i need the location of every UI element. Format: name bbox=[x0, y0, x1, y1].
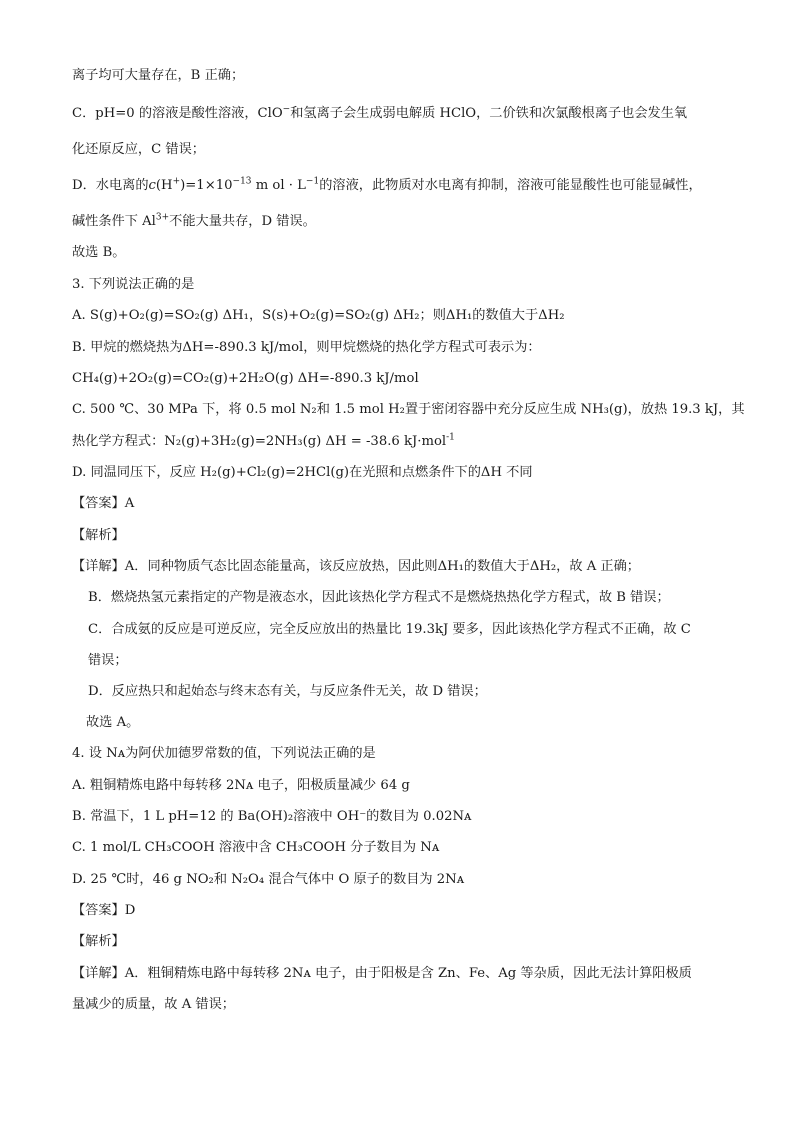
q3-option-c-line1: C. 500 ℃、30 MPa 下，将 0.5 mol N₂和 1.5 mol H₂置于密闭容器中充分反应生成 NH₃(g)，放热 19.3 kJ，其 bbox=[72, 402, 745, 417]
q4-option-d: D. 25 ℃时，46 g NO₂和 N₂O₄ 混合气体中 O 原子的数目为 2Nᴀ bbox=[72, 872, 465, 887]
q3-option-d: D. 同温同压下，反应 H₂(g)+Cl₂(g)=2HCl(g)在光照和点燃条件下的ΔH 不同 bbox=[72, 465, 533, 480]
q2-option-d-line1: D．水电离的$c(H^+)=1\times 10^{-13}$ m ol · $L^{-1}$的溶液，此物质对水电离有抑制，溶液可能显酸性也可能显碱性， bbox=[72, 176, 702, 193]
q2-choose: 故选 B。 bbox=[72, 245, 126, 260]
q3-option-a: A. S(g)+O₂(g)=SO₂(g) ΔH₁，S(s)+O₂(g)=SO₂(g) ΔH₂；则ΔH₁的数值大于ΔH₂ bbox=[72, 308, 565, 323]
q4-option-a: A. 粗铜精炼电路中每转移 2Nᴀ 电子，阳极质量减少 64 g bbox=[72, 778, 410, 793]
q4-answer: 【答案】D bbox=[72, 903, 136, 918]
q4-analysis-heading: 【解析】 bbox=[72, 934, 125, 949]
q3-option-c-line2: 热化学方程式：N₂(g)+3H₂(g)=2NH₃(g) ΔH = -38.6 kJ·mol$^{-1}$ bbox=[72, 432, 455, 449]
q3-explain-d: D．反应热只和起始态与终末态有关，与反应条件无关，故 D 错误； bbox=[88, 684, 487, 699]
q3-explain-c-line2: 错误； bbox=[88, 653, 128, 668]
q4-stem: 4. 设 Nᴀ为阿伏加德罗常数的值，下列说法正确的是 bbox=[72, 746, 376, 761]
q2-option-d-line2: 碱性条件下 $Al^{3+}$不能大量共存，D 错误。 bbox=[72, 212, 316, 229]
q4-explain-a-line2: 量减少的质量，故 A 错误； bbox=[72, 997, 235, 1012]
q4-explain-a-line1: 【详解】A．粗铜精炼电路中每转移 2Nᴀ 电子，由于阳极是含 Zn、Fe、Ag 等杂质，因此无法计算阳极质 bbox=[72, 966, 692, 981]
q4-option-c: C. 1 mol/L CH₃COOH 溶液中含 CH₃COOH 分子数目为 Nᴀ bbox=[72, 840, 440, 855]
q3-explain-a: 【详解】A．同种物质气态比固态能量高，该反应放热，因此则ΔH₁的数值大于ΔH₂，故 A 正确； bbox=[72, 559, 640, 574]
q3-stem: 3. 下列说法正确的是 bbox=[72, 277, 195, 292]
q3-analysis-heading: 【解析】 bbox=[72, 528, 125, 543]
q3-answer: 【答案】A bbox=[72, 496, 135, 511]
q3-explain-b: B．燃烧热氢元素指定的产物是液态水，因此该热化学方程式不是燃烧热热化学方程式，故 B 错误； bbox=[88, 590, 670, 605]
q2-option-c-line2: 化还原反应，C 错误； bbox=[72, 142, 205, 157]
q2-option-c-line1: C．pH=0 的溶液是酸性溶液，ClO−和氢离子会生成弱电解质 HClO，二价铁和次氯酸根离子也会发生氧 bbox=[72, 104, 688, 121]
q3-option-b-line2: CH₄(g)+2O₂(g)=CO₂(g)+2H₂O(g) ΔH=-890.3 kJ/mol bbox=[72, 371, 419, 386]
q3-option-b-line1: B. 甲烷的燃烧热为ΔH=-890.3 kJ/mol，则甲烷燃烧的热化学方程式可表示为： bbox=[72, 340, 541, 355]
q2-option-b-tail: 离子均可大量存在，B 正确； bbox=[72, 68, 245, 83]
q4-option-b: B. 常温下，1 L pH=12 的 Ba(OH)₂溶液中 OH⁻的数目为 0.02Nᴀ bbox=[72, 809, 472, 824]
q3-explain-c-line1: C．合成氨的反应是可逆反应，完全反应放出的热量比 19.3kJ 要多，因此该热化学方程式不正确，故 C bbox=[88, 622, 691, 637]
q3-choose: 故选 A。 bbox=[86, 715, 140, 730]
